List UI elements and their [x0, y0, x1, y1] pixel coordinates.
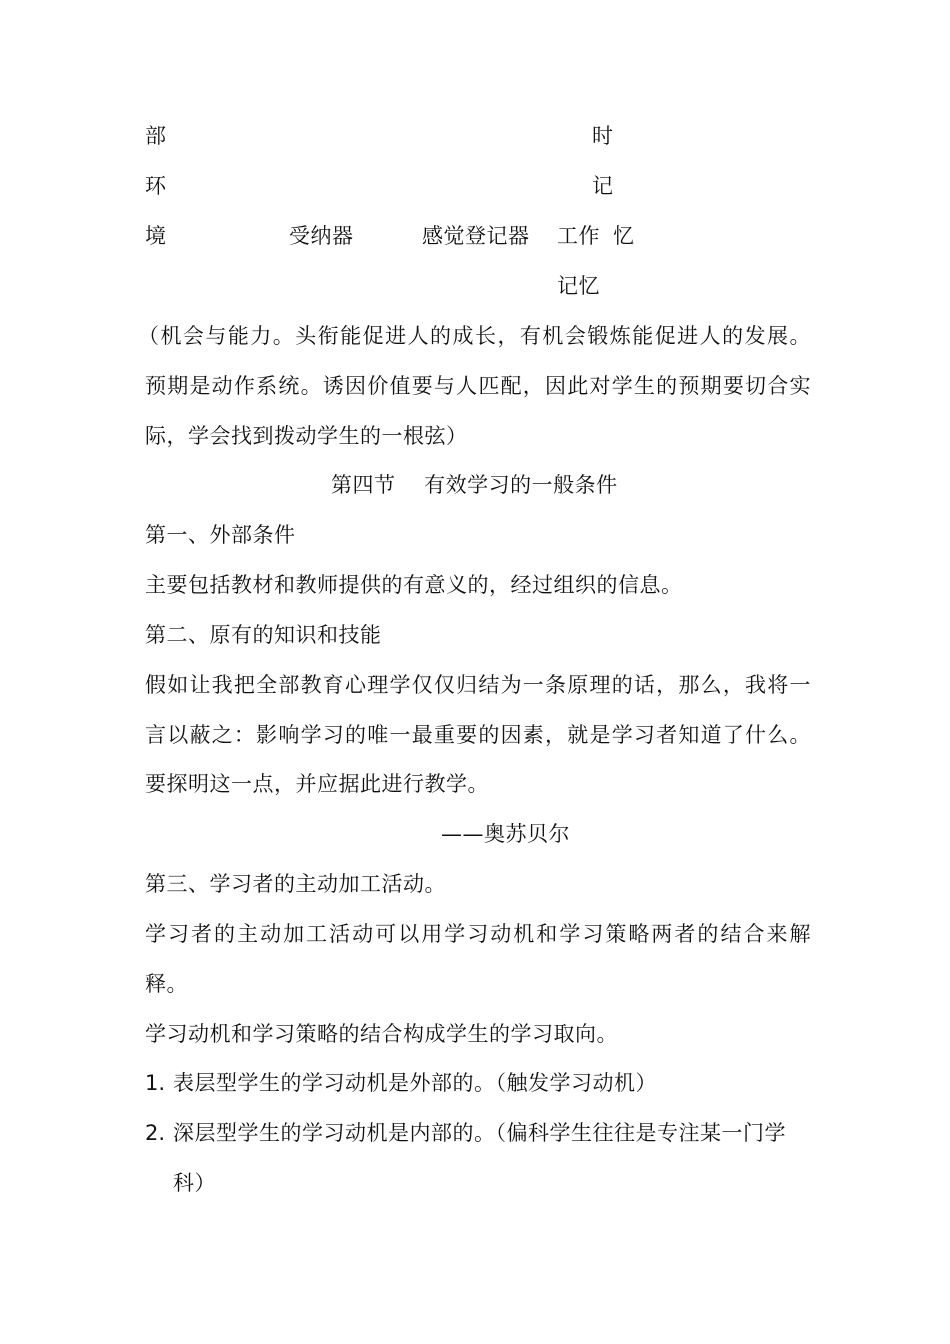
- diagram-receptor-label: 受纳器: [289, 224, 354, 248]
- list-item-1-number: 1.: [145, 1071, 166, 1095]
- paragraph-learning-orientation: 学习动机和学习策略的结合构成学生的学习取向。: [145, 1022, 618, 1046]
- list-item-2-text: 深层型学生的学习动机是内部的。（偏科学生往往是专注某一门学: [173, 1121, 786, 1145]
- diagram-env-char-2: 环: [145, 174, 167, 198]
- paragraph-active-processing-line1: 学习者的主动加工活动可以用学习动机和学习策略两者的结合来解: [145, 922, 811, 946]
- heading-active-processing: 第三、学习者的主动加工活动。: [145, 872, 446, 896]
- list-item-1-text: 表层型学生的学习动机是外部的。（触发学习动机）: [173, 1071, 657, 1095]
- paragraph-external-conditions: 主要包括教材和教师提供的有意义的，经过组织的信息。: [145, 573, 683, 597]
- list-item-2-number: 2.: [145, 1121, 166, 1145]
- paragraph-opportunity-line2: 预期是动作系统。诱因价值要与人匹配，因此对学生的预期要切合实: [145, 374, 811, 398]
- heading-prior-knowledge: 第二、原有的知识和技能: [145, 623, 382, 647]
- diagram-env-char-3: 境: [145, 224, 167, 248]
- list-item-2-text-cont: 科）: [173, 1171, 216, 1195]
- paragraph-active-processing-line2: 释。: [145, 972, 188, 996]
- diagram-working-memory-line1: 工作: [557, 224, 600, 248]
- heading-external-conditions: 第一、外部条件: [145, 523, 296, 547]
- diagram-stm-char-2: 记: [592, 174, 614, 198]
- section-title: 第四节 有效学习的一般条件: [331, 473, 618, 497]
- quote-line1: 假如让我把全部教育心理学仅仅归结为一条原理的话，那么，我将一: [145, 673, 811, 697]
- quote-line3: 要探明这一点，并应据此进行教学。: [145, 772, 489, 796]
- quote-line2: 言以蔽之：影响学习的唯一最重要的因素，就是学习者知道了什么。: [145, 723, 811, 747]
- paragraph-opportunity-line3: 际，学会找到拨动学生的一根弦）: [145, 424, 468, 448]
- diagram-stm-char-3: 忆: [613, 224, 635, 248]
- diagram-sensory-register-label: 感觉登记器: [422, 224, 530, 248]
- paragraph-opportunity-line1: （机会与能力。头衔能促进人的成长，有机会锻炼能促进人的发展。: [138, 324, 811, 348]
- diagram-env-char-1: 部: [145, 124, 167, 148]
- diagram-stm-char-1: 时: [592, 124, 614, 148]
- diagram-working-memory-line2: 记忆: [557, 274, 600, 298]
- quote-attribution: ——奥苏贝尔: [441, 822, 570, 846]
